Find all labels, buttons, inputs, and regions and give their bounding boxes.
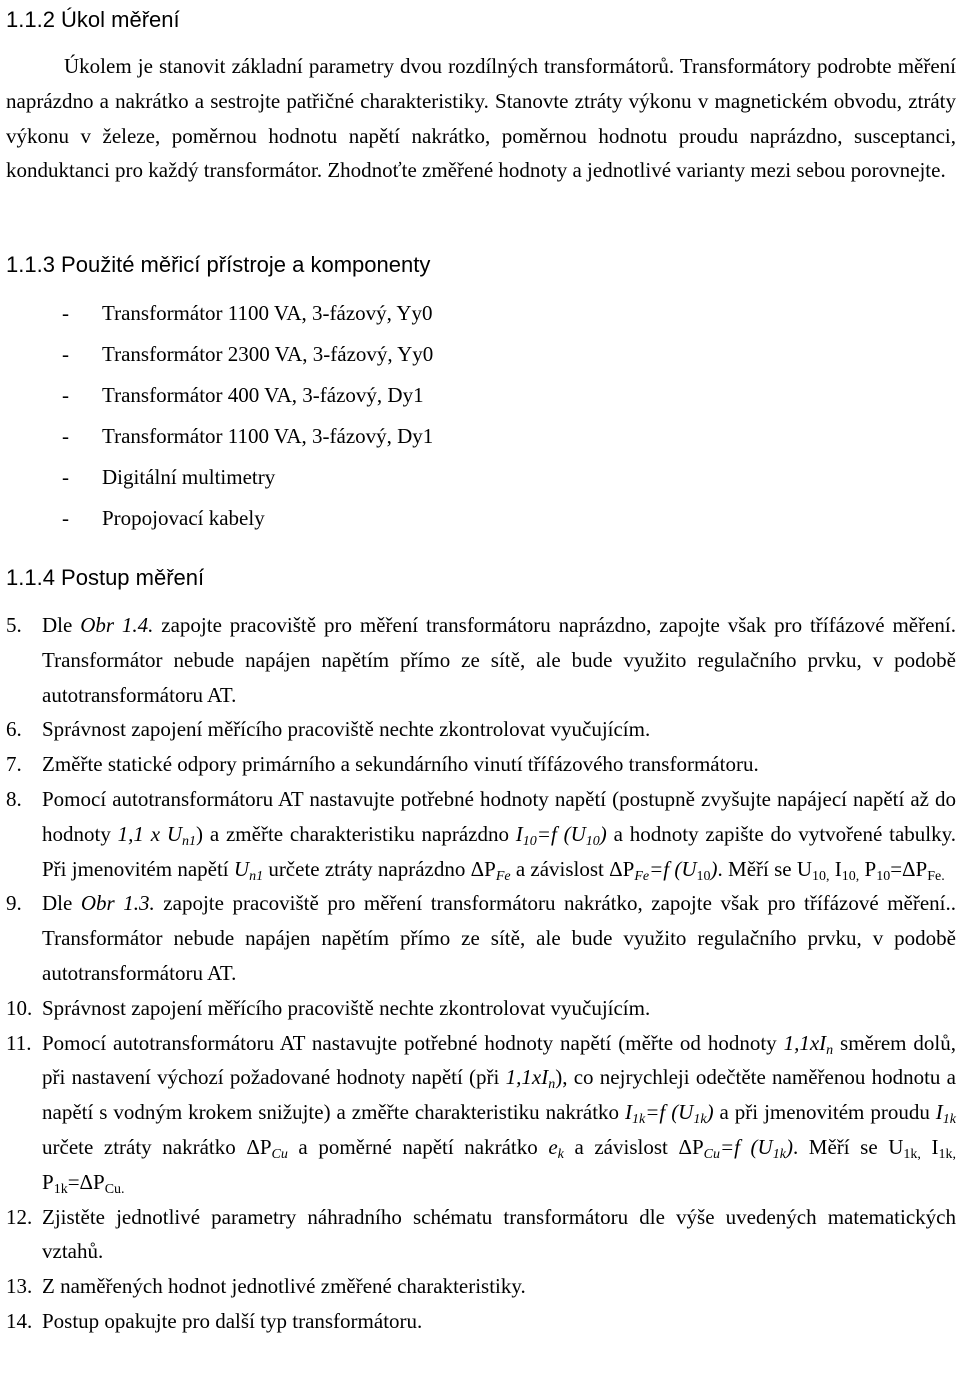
procedure-steps	[0, 608, 960, 1339]
list-item: - Propojovací kabely	[62, 506, 265, 530]
figure-reference: Obr 1.4.	[80, 613, 154, 637]
list-item: - Transformátor 400 VA, 3-fázový, Dy1	[62, 383, 424, 407]
step-item-12: 12. Zjistěte jednotlivé parametry náhradního schématu transformátoru dle výše uvedených matematických vztahů.	[6, 1204, 956, 1264]
section-heading-ukol: 1.1.2 Úkol měření	[6, 7, 180, 32]
list-item: - Transformátor 2300 VA, 3-fázový, Yy0	[62, 342, 434, 366]
step-item-9: 9. Dle Obr 1.3. zapojte pracoviště pro měření transformátoru nakrátko, zapojte však pro třífázové měření.. Transformátor nebude napájen napětím přímo ze sítě, ale bude využito regulačního prvku, v podobě autotransformátoru AT.	[6, 891, 957, 985]
step-item-6: 6. Správnost zapojení měřícího pracoviště nechte zkontrolovat vyučujícím.	[6, 717, 651, 742]
section-heading-postup: 1.1.4 Postup měření	[6, 565, 205, 590]
ukol-text-lead: Úkolem je stanovit základní parametry dvou rozdílných transformátorů. Transformátory	[64, 54, 811, 78]
component-list	[62, 295, 433, 541]
ukol-paragraph	[6, 49, 956, 188]
list-item: - Digitální multimetry	[62, 465, 276, 489]
figure-reference: Obr 1.3.	[80, 891, 155, 916]
step-item-13: 13. Z naměřených hodnot jednotlivé změřené charakteristiky.	[6, 1274, 526, 1299]
step-item-11: 11. Pomocí autotransformátoru AT nastavujte potřebné hodnoty napětí (měřte od hodnoty $1,1xI_n$ směrem dolů, při nastavení výchozí požadované hodnoty napětí (při $1,1xI_n$), co nejrychleji odečtěte naměřenou hodnotu a napětí s vodným krokem snižujte) a změřte charakteristiku nakrátko $I_{1k}=f$ $(U_{1k})$ a při jmenovitém proudu $I_{1k}$ určete ztráty nakrátko $\Delta P_{Cu}$ a poměrné napětí nakrátko $e_k$ a závislost $\Delta P_{Cu}=f$ $(U_{1k})$. Měří se $U_{1k,}$ $I_{1k,}$ $P_{1k}=\Delta P_{Cu.}$	[6, 1030, 956, 1197]
ukol-text-rest: podrobte měření naprázdno a nakrátko a sestrojte patřičné charakteristiky. Stanovte ztráty výkonu v magnetickém obvodu, ztráty výkonu v železe, poměrnou hodnotu napětí nakrátko, poměrnou hodnotu proudu naprázdno, susceptanci, konduktanci pro každý transformátor. Zhodnoťte změřené hodnoty a jednotlivé varianty mezi sebou porovnejte.	[6, 54, 957, 183]
list-item: - Transformátor 1100 VA, 3-fázový, Yy0	[62, 301, 433, 325]
step-item-5: 5. Dle Obr 1.4. zapojte pracoviště pro měření transformátoru naprázdno, zapojte však pro třífázové měření. Transformátor nebude napájen napětím přímo ze sítě, ale bude využito regulačního prvku, v podobě autotransformátoru AT.	[6, 613, 957, 707]
section-heading-pristroje: 1.1.3 Použité měřicí přístroje a komponenty	[6, 252, 431, 277]
step-item-14: 14. Postup opakujte pro další typ transformátoru.	[6, 1308, 423, 1333]
step-item-7: 7. Změřte statické odpory primárního a sekundárního vinutí třífázového transformátoru.	[6, 752, 759, 777]
list-item: - Transformátor 1100 VA, 3-fázový, Dy1	[62, 424, 434, 448]
step-item-8: 8. Pomocí autotransformátoru AT nastavujte potřebné hodnoty napětí (postupně zvyšujte napájecí napětí až do hodnoty 1,1 x $U_{n1}$) a změřte charakteristiku naprázdno $I_{10}=f$ $(U_{10})$ a hodnoty zapište do vytvořené tabulky. Při jmenovitém napětí $U_{n1}$ určete ztráty naprázdno $\Delta P_{Fe}$ a závislost $\Delta P_{Fe}=f$ $(U_{10})$. Měří se $U_{10,}$ $I_{10,}$ $P_{10}=\Delta P_{Fe.}$	[6, 786, 956, 884]
step-item-10: 10. Správnost zapojení měřícího pracoviště nechte zkontrolovat vyučujícím.	[6, 995, 651, 1020]
